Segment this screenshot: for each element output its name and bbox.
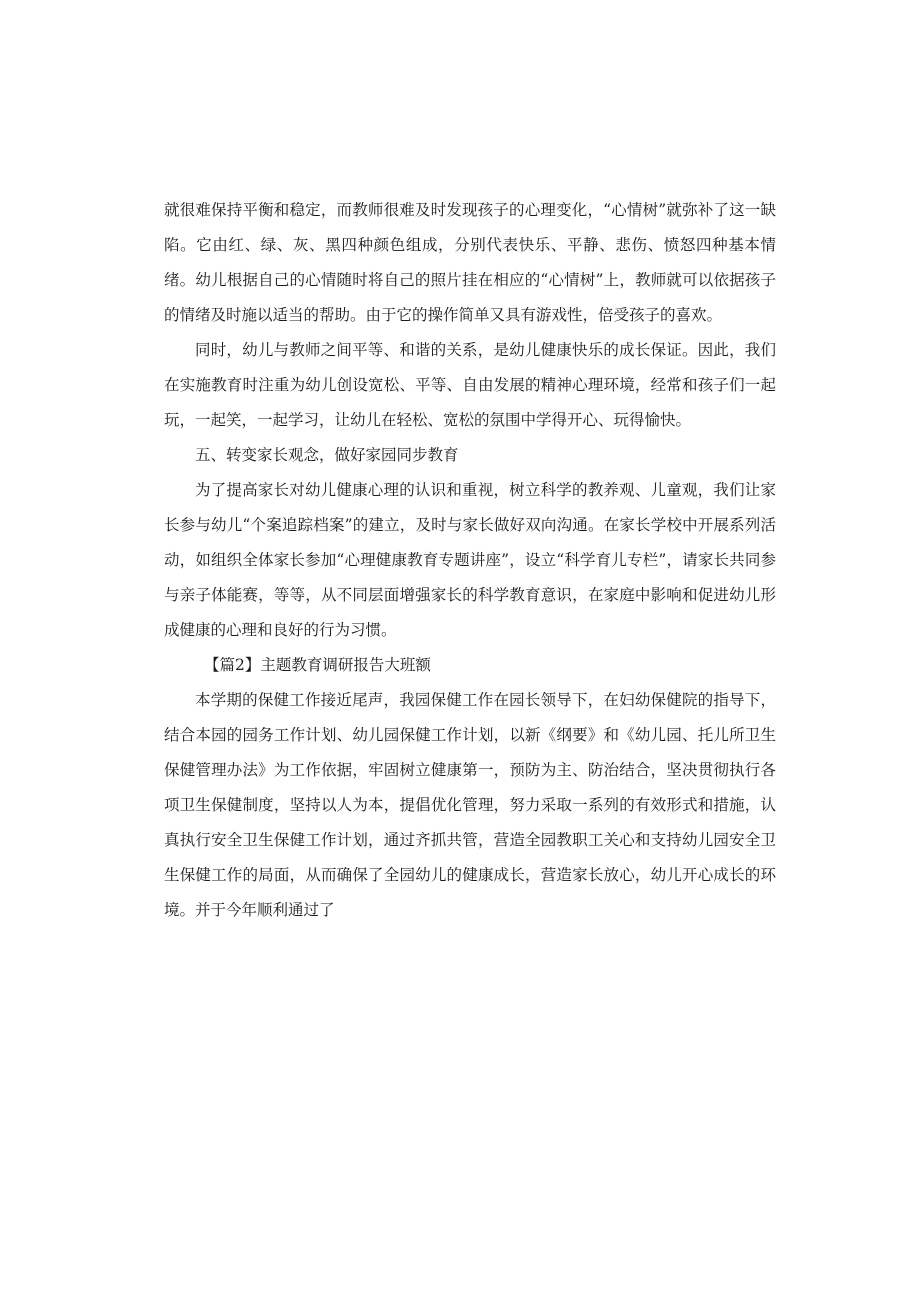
- section-heading-parents: 五、转变家长观念，做好家园同步教育: [195, 446, 459, 464]
- paragraph-parents-education: 为了提高家长对幼儿健康心理的认识和重视，树立科学的教养观、儿童观，我们让家长参与幼儿“个案追踪档案”的建立，及时与家长做好双向沟通。在家长学校中开展系列活动，如组织全体家长参加“心理健康教育专题讲座”，设立“科学育儿专栏”，请家长共同参与亲子体能赛，等等，从不同层面增强家长的科学教育意识，在家庭中影响和促进幼儿形成健康的心理和良好的行为习惯。: [164, 481, 776, 639]
- paragraph-health-work: 本学期的保健工作接近尾声，我园保健工作在园长领导下，在妇幼保健院的指导下，结合本园的园务工作计划、幼儿园保健工作计划，以新《纲要》和《幼儿园、托儿所卫生保健管理办法》为工作依据，牢固树立健康第一，预防为主、防治结合，坚决贯彻执行各项卫生保健制度，坚持以人为本，提倡优化管理，努力采取一系列的有效形式和措施，认真执行安全卫生保健工作计划，通过齐抓共管，营造全园教职工关心和支持幼儿园安全卫生保健工作的局面，从而确保了全园幼儿的健康成长，营造家长放心，幼儿开心成长的环境。并于今年顺利通过了: [164, 691, 776, 919]
- document-body: [164, 193, 776, 928]
- paragraph-mood-tree: 就很难保持平衡和稳定，而教师很难及时发现孩子的心理变化，“心情树”就弥补了这一缺陷。它由红、绿、灰、黑四种颜色组成，分别代表快乐、平静、悲伤、愤怒四种基本情绪。幼儿根据自己的心情随时将自己的照片挂在相应的“心情树”上，教师就可以依据孩子的情绪及时施以适当的帮助。由于它的操作简单又具有游戏性，倍受孩子的喜欢。: [164, 201, 776, 324]
- part-heading-2: 【篇2】主题教育调研报告大班额: [204, 656, 431, 674]
- paragraph-teacher-relationship: 同时，幼儿与教师之间平等、和谐的关系，是幼儿健康快乐的成长保证。因此，我们在实施教育时注重为幼儿创设宽松、平等、自由发展的精神心理环境，经常和孩子们一起玩，一起笑，一起学习，让幼儿在轻松、宽松的氛围中学得开心、玩得愉快。: [164, 341, 776, 429]
